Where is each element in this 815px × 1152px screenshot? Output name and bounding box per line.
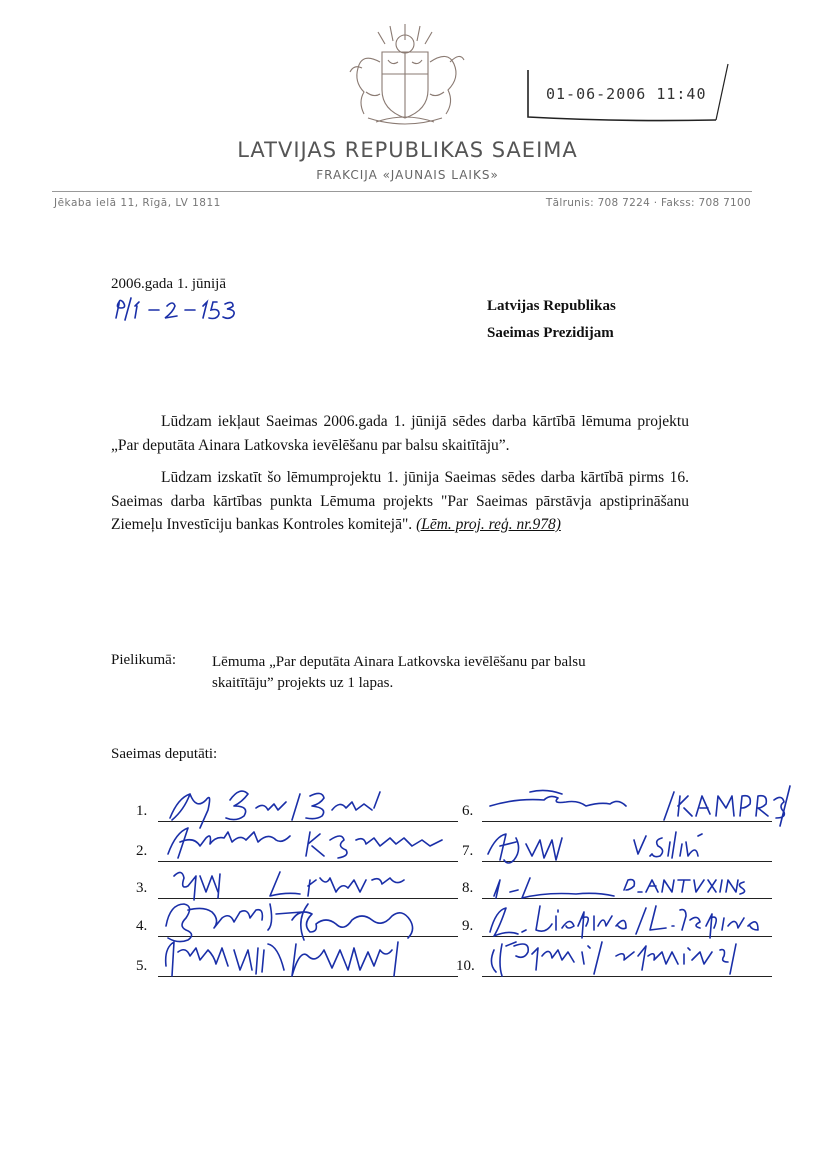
body-paragraph-2 [111,466,689,537]
address: Jēkaba ielā 11, Rīgā, LV 1811 [54,197,221,209]
received-stamp: 01-06-2006 11:40 [546,85,707,103]
signature-number: 7. [462,843,474,859]
phone-fax: Tālrunis: 708 7224 · Fakss: 708 7100 [545,197,751,209]
signature-number: 4. [136,918,148,934]
coat-of-arms-icon [340,22,470,127]
org-title: LATVIJAS REPUBLIKAS SAEIMA [237,138,578,162]
date-line: 2006.gada 1. jūnijā [111,276,226,292]
signature-number: 3. [136,880,148,896]
recipient-line-2: Saeimas Prezidijam [487,325,614,341]
attachment-text: Lēmuma „Par deputāta Ainara Latkovska ievēlēšanu par balsu skaitītāju” projekts uz 1 lapas. [212,654,586,691]
body-paragraph-2-text: Lūdzam izskatīt šo lēmumprojektu 1. jūnija Saeimas sēdes darba kārtībā pirms 16. Saeimas darba kārtības punkta Lēmuma projekts "Par Saeimas pārstāvja apstiprināšanu Ziemeļu Investīciju bankas Kontroles komitejā". [111,469,689,533]
attachment-label: Pielikumā: [111,652,176,668]
deputies-label: Saeimas deputāti: [111,746,218,762]
signature-number: 6. [462,803,474,819]
body-paragraph-1 [111,410,689,457]
signature-number: 1. [136,803,148,819]
handwritten-signatures-left [160,780,490,990]
signature-number: 8. [462,880,474,896]
signature-number: 9. [462,918,474,934]
recipient-line-1: Latvijas Republikas [487,298,616,314]
handwritten-reg-number [113,294,243,322]
signature-number: 5. [136,958,148,974]
signature-number: 10. [456,958,475,974]
handwritten-signatures-right [486,780,806,990]
header-divider [52,191,752,192]
faction-subtitle: FRAKCIJA «JAUNAIS LAIKS» [316,168,499,182]
signature-number: 2. [136,843,148,859]
project-reference: (Lēm. proj. reģ. nr.978) [416,516,561,533]
body-paragraph-1-text: Lūdzam iekļaut Saeimas 2006.gada 1. jūnijā sēdes darba kārtībā lēmuma projektu „Par deputāta Ainara Latkovska ievēlēšanu par balsu skaitītāju”. [111,413,689,454]
